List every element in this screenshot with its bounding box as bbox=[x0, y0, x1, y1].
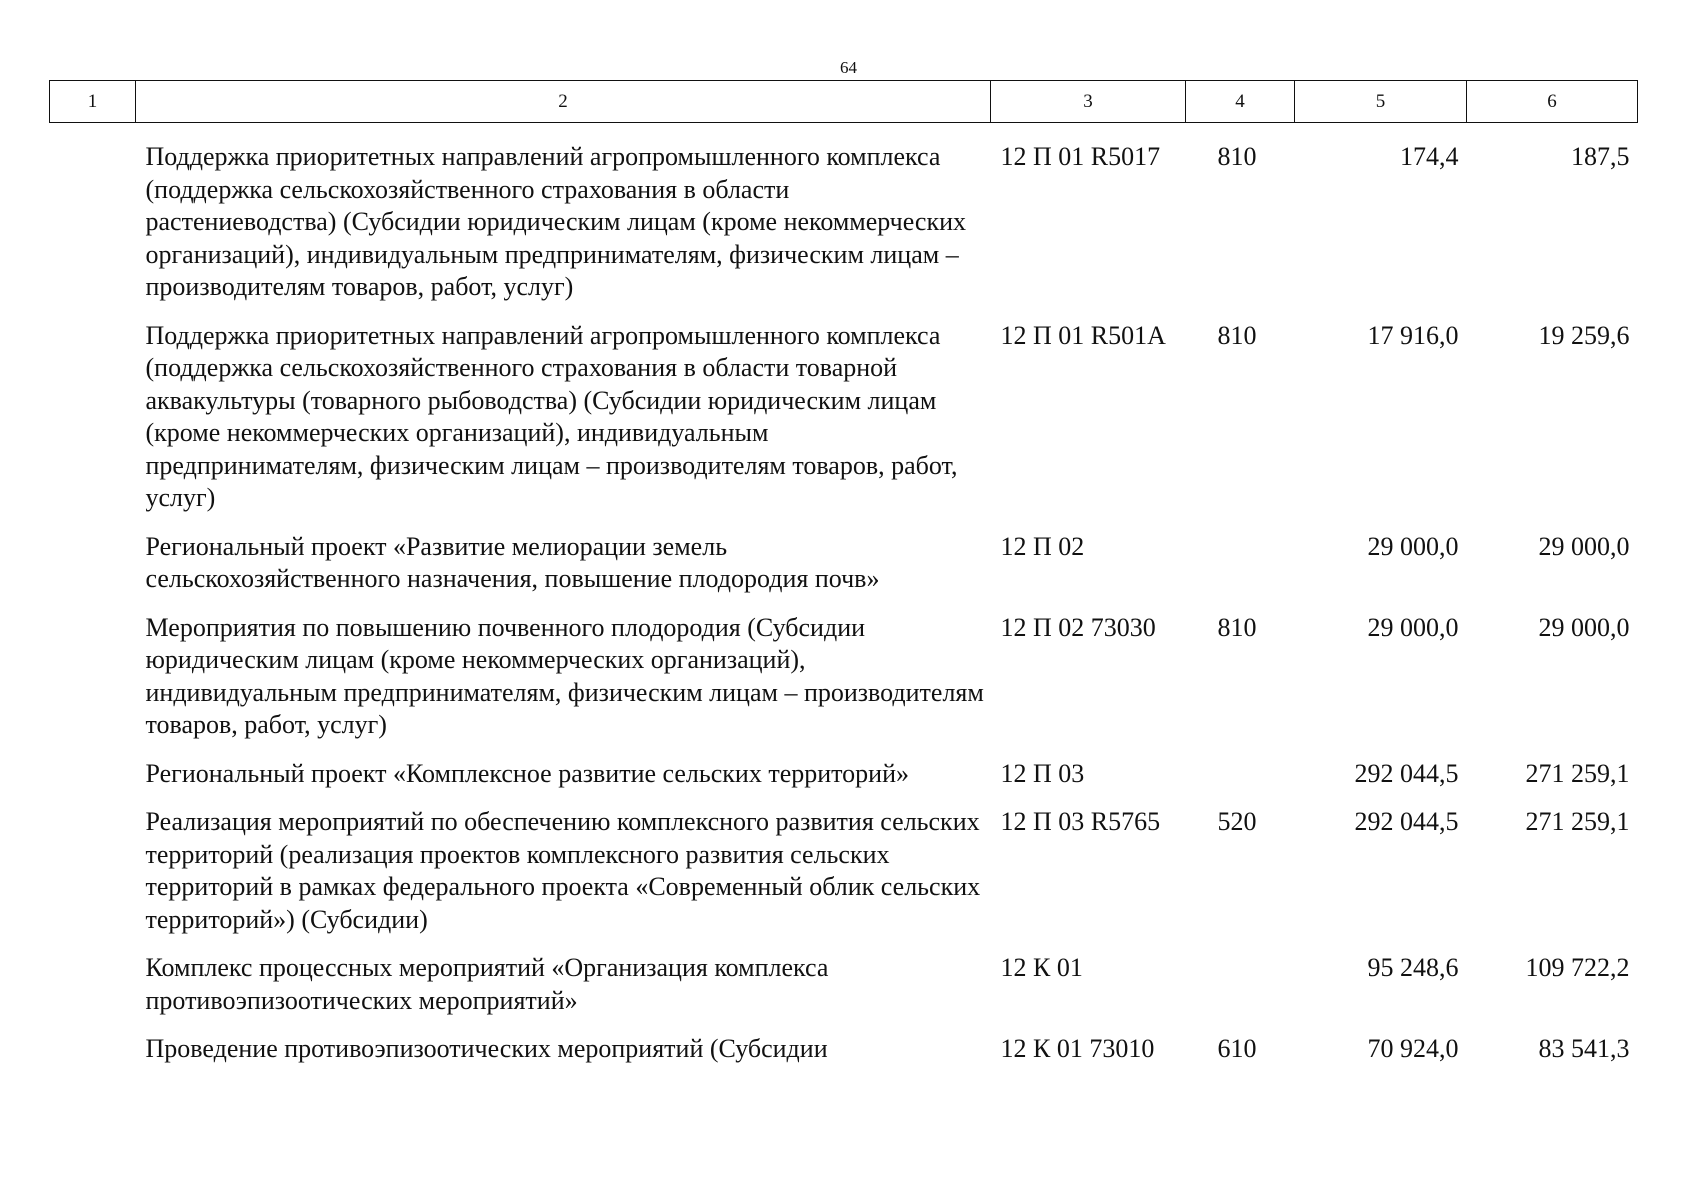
table-row bbox=[50, 320, 1638, 515]
row-name: Поддержка приоритетных направлений агропромышленного комплекса (поддержка сельскохозяйственного страхования в области растениеводства) (Субсидии юридическим лицам (кроме некоммерческих организаций), индивидуальным предпринимателям, физическим лицам – производителям товаров, работ, услуг) bbox=[145, 142, 966, 301]
table-row bbox=[50, 141, 1638, 304]
row-sum-col5: 95 248,6 bbox=[1367, 953, 1459, 982]
row-sum-col6: 271 259,1 bbox=[1525, 758, 1630, 788]
row-code: 12 П 01 R5017 bbox=[1000, 142, 1161, 171]
row-sum-col5: 174,4 bbox=[1400, 142, 1459, 171]
row-code: 12 П 02 bbox=[1000, 531, 1085, 561]
row-code: 12 П 02 73030 bbox=[1000, 612, 1156, 642]
row-name: Комплекс процессных мероприятий «Организация комплекса противоэпизоотических мероприятий» bbox=[145, 953, 829, 1015]
table-row bbox=[50, 1033, 1638, 1066]
row-expense-type bbox=[1186, 758, 1295, 791]
row-sum-col6: 29 000,0 bbox=[1538, 531, 1630, 561]
row-sum-col6: 271 259,1 bbox=[1525, 807, 1630, 836]
table-row bbox=[50, 952, 1638, 1017]
row-name: Мероприятия по повышению почвенного плодородия (Субсидии юридическим лицам (кроме некоммерческих организаций), индивидуальным предпринимателям, физическим лицам – производителям товаров, работ, услуг) bbox=[145, 612, 984, 739]
row-sum-col5: 292 044,5 bbox=[1354, 807, 1459, 836]
row-sum-col6: 187,5 bbox=[1571, 142, 1630, 171]
budget-table bbox=[49, 80, 1638, 1066]
table-row bbox=[50, 806, 1638, 936]
row-sum-col6: 109 722,2 bbox=[1525, 953, 1630, 982]
row-code: 12 П 03 R5765 bbox=[1000, 807, 1161, 836]
row-name: Реализация мероприятий по обеспечению комплексного развития сельских территорий (реализация проектов комплексного развития сельских территорий в рамках федерального проекта «Современный облик сельских территорий») (Субсидии) bbox=[145, 807, 981, 934]
row-expense-type bbox=[1186, 531, 1295, 596]
column-header: 1 bbox=[50, 81, 136, 123]
row-code: 12 П 03 bbox=[1000, 758, 1085, 788]
column-header: 5 bbox=[1295, 81, 1467, 123]
row-expense-type bbox=[1186, 952, 1295, 1017]
row-expense-type: 810 bbox=[1217, 612, 1257, 642]
column-header: 4 bbox=[1186, 81, 1295, 123]
row-sum-col6: 29 000,0 bbox=[1538, 612, 1630, 642]
row-expense-type: 520 bbox=[1217, 807, 1257, 836]
row-code: 12 П 01 R501А bbox=[1000, 320, 1166, 350]
row-name: Поддержка приоритетных направлений агропромышленного комплекса (поддержка сельскохозяйственного страхования в области товарной аквакультуры (товарного рыбоводства) (Субсидии юридическим лицам (кроме некоммерческих организаций), индивидуальным предпринимателям, физическим лицам – производителям товаров, работ, услуг) bbox=[145, 320, 958, 512]
row-name: Проведение противоэпизоотических мероприятий (Субсидии bbox=[145, 1034, 828, 1063]
row-sum-col6: 19 259,6 bbox=[1538, 320, 1630, 350]
table-row bbox=[50, 612, 1638, 742]
row-sum-col5: 17 916,0 bbox=[1367, 320, 1459, 350]
column-header: 6 bbox=[1467, 81, 1638, 123]
row-expense-type: 810 bbox=[1217, 320, 1257, 350]
row-code: 12 К 01 73010 bbox=[1000, 1034, 1155, 1063]
row-sum-col5: 70 924,0 bbox=[1367, 1034, 1459, 1063]
row-sum-col5: 29 000,0 bbox=[1367, 531, 1459, 561]
row-name: Региональный проект «Комплексное развитие сельских территорий» bbox=[145, 758, 909, 788]
row-sum-col5: 29 000,0 bbox=[1367, 612, 1459, 642]
table-row bbox=[50, 758, 1638, 791]
row-expense-type: 810 bbox=[1217, 142, 1257, 171]
row-name: Региональный проект «Развитие мелиорации земель сельскохозяйственного назначения, повышение плодородия почв» bbox=[145, 531, 880, 593]
row-code: 12 К 01 bbox=[1000, 953, 1083, 982]
column-header: 3 bbox=[991, 81, 1186, 123]
column-header: 2 bbox=[136, 81, 991, 123]
table-row bbox=[50, 531, 1638, 596]
row-expense-type: 610 bbox=[1217, 1034, 1257, 1063]
column-number-header bbox=[50, 81, 1638, 123]
row-sum-col6: 83 541,3 bbox=[1538, 1034, 1630, 1063]
page-number: 64 bbox=[840, 58, 857, 77]
row-sum-col5: 292 044,5 bbox=[1354, 758, 1459, 788]
